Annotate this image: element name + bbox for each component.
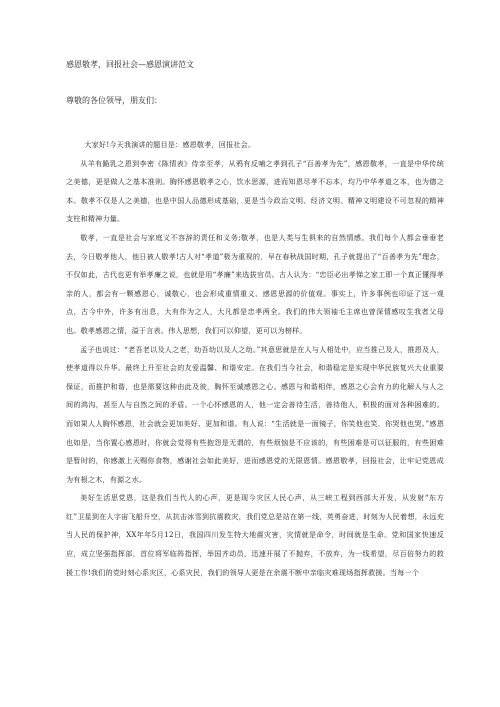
document-title: 感恩敬孝，回报社会—感恩演讲范文 — [66, 60, 194, 69]
paragraph: 从羊有跪乳之恩到李密《陈情表》侍亲至孝，从鸦有反哺之孝到孔子“百善孝为先”，感恩敬孝，一直是中华传统之美德，更是做人之基本准则。胸怀感恩敬孝之心，饮水思源，进而知恩尽孝不忘本，均乃中华孝道之本，也为德之本。敬孝不仅是人之美德，也是中国人品德形成基础，更是当今政治文明、经济文明、精神文明建设不可忽视的精神支柱和精神力量。 — [66, 158, 444, 224]
paragraph: 敬孝，一直是社会与家庭义不容辞的责任和义务;敬孝，也是人类与生俱来的自然情感。我们每个人都会垂垂老去，今日敬孝他人，他日被人敬孝!古人对“孝道”极为重视的，早在春秋战国时期，孔子就提出了“百善孝为先”理念，不仅如此，古代也更有举孝廉之说，也就是用“孝廉”来选拔官员。古人认为：“忠臣必出孝悌之家工即一个真正懂得孝亲的人，都会有一颗感恩心，诚敬心，也会形成重情重义、感恩思源的价值观。事实上，许多事例也印证了这一观点，古今中外，许多有出息，大有作为之人，大凡都是忠孝两全。我们的伟大领袖毛主席也曾深情感叹生我者父母也。敬孝感恩之情，溢于言表。伟人思想，我们可以仰望，更可以为榜样。 — [66, 232, 444, 335]
paragraph-greeting: 大家好!今天我演讲的题目是：感恩敬孝，回报社会。 — [84, 140, 256, 149]
paragraph: 孟子也说过：“老吾老以及人之老，幼吾幼以及人之幼。”其意思就是在人与人相处中，应当推己及人，推恩及人，使孝道得以升华。最终上升至社会的友爱温馨、和谐安定。在我们当今社会，和谐稳定是实现中华民族复兴大业重要保证，而推护和谐，也是需要这种由此及彼，胸怀至诚感恩之心。感恩与和谐相伴，感恩之心会有力的化解人与人之间的鸿沟，甚至人与自然之间的矛盾。一个心怀感恩的人，他一定会善待生活，善待他人，积极的面对各种困难的。而如果人人胸怀感恩，社会就会更加美好、更加和谐。有人说：“生活就是一面镜子，你笑他也笑，你哭他也哭。”感恩也如是，当你置心感恩时，你就会觉得有些抱怨是无谓的，有些烦恼是不应该的，有些困难是可以征服的，有些困难是暂时的，你感激上天赐你食物，感谢社会如此美好，进而感恩党的无限恩情。感恩敬孝，回报社会，让牢记党恩成为有根之木，有源之水。 — [66, 344, 444, 484]
document-body — [66, 136, 444, 582]
salutation: 尊敬的各位领导，朋友们： — [66, 96, 162, 105]
paragraph: 美好生活思党恩，这是我们当代人的心声，更是现今灾区人民心声，从三峡工程到西部大开发，从发射“东方红”卫星到在人字宙飞船升空，从抗击冰雪到抗震救灾，我们党总是站在第一线，英勇奋进，时刻为人民着想，永远充当人民的保护神，XX年年5月12日，我国四川发生特大地震灾害，灾情就是命令，时间就是生命。党和国家快速反应，成立坚强指挥部，首位将军临阵指挥，举国齐动员，迅速开展了不抛弃，不放弃，为一线希望，尽百倍努力的救援工作!我们的党时刻心系灾区，心系灾民，我们的领导人更是在余震不断中亲临灾难现场指挥救援。当每一个 — [66, 493, 444, 577]
